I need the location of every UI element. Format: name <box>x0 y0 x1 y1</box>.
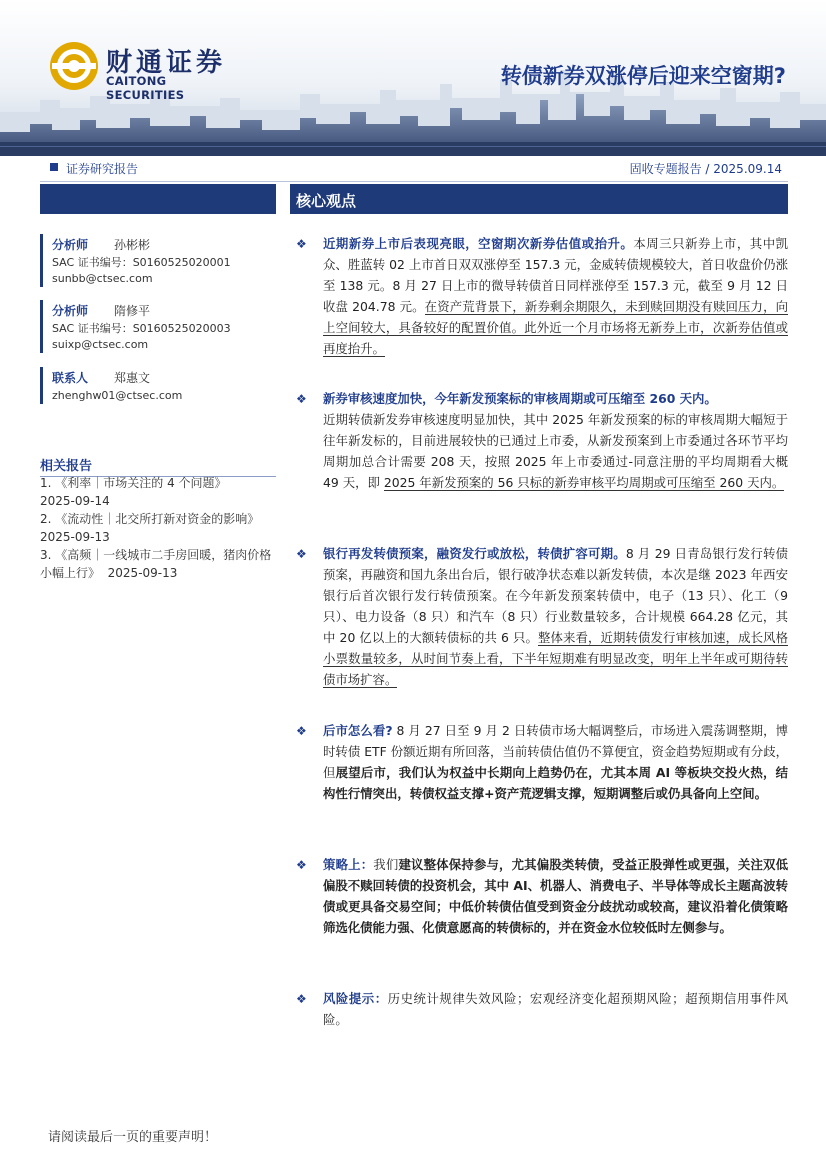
core-views-bar <box>290 184 788 214</box>
analyst-sac: SAC 证书编号：S0160525020003 <box>52 322 231 335</box>
related-reports-title: 相关报告 <box>40 455 276 477</box>
section-bank-issuance <box>296 543 788 690</box>
contact-role: 联系人 <box>52 371 89 385</box>
contact-card <box>40 367 288 404</box>
related-report-date: 2025-09-14 <box>40 494 110 508</box>
left-header-bar <box>40 184 276 214</box>
logo-chinese-name: 财通证券 <box>106 48 227 78</box>
related-report-item[interactable] <box>40 510 280 546</box>
related-reports-list <box>40 474 280 582</box>
contact-email[interactable]: zhenghw01@ctsec.com <box>52 389 183 402</box>
section-heading: 后市怎么看? <box>323 723 393 738</box>
section-heading: 策略上： <box>323 857 374 872</box>
section-new-bonds <box>296 233 788 359</box>
diamond-bullet-icon: ❖ <box>296 992 307 1006</box>
analyst-email[interactable]: sunbb@ctsec.com <box>52 272 153 285</box>
logo-emblem-icon <box>48 40 100 92</box>
related-report-text: 3. 《高频｜一线城市二手房回暖，猪肉价格小幅上行》 <box>40 548 272 580</box>
analyst-email[interactable]: suixp@ctsec.com <box>52 338 149 351</box>
related-report-item[interactable] <box>40 546 280 582</box>
contact-name: 郑惠文 <box>114 371 151 385</box>
related-report-item[interactable] <box>40 474 280 510</box>
diamond-bullet-icon: ❖ <box>296 237 307 251</box>
diamond-bullet-icon: ❖ <box>296 858 307 872</box>
report-title: 转债新券双涨停后迎来空窗期? <box>500 64 786 88</box>
subheader <box>40 155 788 182</box>
section-strategy <box>296 854 788 938</box>
section-review-speed <box>296 388 788 493</box>
doc-type-label: 证券研究报告 <box>66 162 139 176</box>
analyst-name: 孙彬彬 <box>114 238 151 252</box>
related-report-date: 2025-09-13 <box>40 530 110 544</box>
section-text: 我们 <box>373 857 399 872</box>
analyst-sac: SAC 证书编号：S0160525020001 <box>52 256 231 269</box>
analyst-role: 分析师 <box>52 304 89 318</box>
analyst-role: 分析师 <box>52 238 89 252</box>
section-outlook <box>296 720 788 804</box>
section-text: 本周三只新券上市，其中凯众、胜蓝转 02 上市首日双双涨停至 157.3 元，金威转债规模较大，首日收盘价仍涨至 138 元。8 月 27 日上市的微导转债首日同样涨停至 157.3 元，截至 9 月 12 日收盘 204.78 元。 <box>323 236 789 314</box>
square-bullet-icon <box>50 163 58 171</box>
section-risk <box>296 988 788 1030</box>
related-report-text: 1. 《利率｜市场关注的 4 个问题》 <box>40 476 227 490</box>
analyst-card <box>40 234 288 287</box>
related-report-text: 2. 《流动性｜北交所打新对资金的影响》 <box>40 512 260 526</box>
section-underlined-text: 整体来看，近期转债发行审核加速，成长风格小票数量较多，从时间节奏上看，下半年短期难有明显改变，明年上半年或可期待转债市场扩容。 <box>323 630 789 687</box>
section-underlined-text: 在资产荒背景下，新券剩余期限久，未到赎回期没有赎回压力，向上空间较大，具备较好的配置价值。此外近一个月市场将无新券上市，次新券估值或再度抬升。 <box>323 299 788 356</box>
logo-english-name: CAITONG SECURITIES <box>106 74 185 102</box>
section-heading: 新券审核速度加快，今年新发预案标的审核周期或可压缩至 260 天内。 <box>323 391 717 406</box>
section-underlined-text: 2025 年新发预案的 56 只标的新券审核平均周期或可压缩至 260 天内。 <box>383 475 785 490</box>
section-text: 近期转债新发券审核速度明显加快，其中 2025 年新发预案的标的审核周期大幅短于往年新发标的，目前进展较快的已通过上市委，从新发预案到上市委通过各环节平均周期加总合计需要 208 天，按照 2025 年上市委通过-同意注册的平均周期看大概 49 天，即 <box>323 412 788 490</box>
section-heading: 近期新券上市后表现亮眼，空窗期次新券估值或抬升。 <box>323 236 634 251</box>
report-info: 固收专题报告 / 2025.09.14 <box>629 162 782 176</box>
diamond-bullet-icon: ❖ <box>296 392 307 406</box>
footer-disclaimer: 请阅读最后一页的重要声明！ <box>48 1130 218 1145</box>
section-text: 历史统计规律失效风险；宏观经济变化超预期风险；超预期信用事件风险。 <box>323 991 789 1027</box>
analyst-name: 隋修平 <box>114 304 151 318</box>
diamond-bullet-icon: ❖ <box>296 547 307 561</box>
company-logo <box>48 38 248 102</box>
section-text: 8 月 27 日至 9 月 2 日转债市场大幅调整后，市场进入震荡调整期，博时转债 ETF 份额近期有所回落，当前转债估值仍不算便宜，资金趋势短期或有分歧，但 <box>323 723 788 780</box>
diamond-bullet-icon: ❖ <box>296 724 307 738</box>
section-bold-text: 建议整体保持参与，尤其偏股类转债，受益正股弹性或更强，关注双低偏股不赎回转债的投资机会，其中 AI、机器人、消费电子、半导体等成长主题高波转债或更具备交易空间；中低价转债估值受到资金分歧扰动或较高，建议沿着化债策略筛选化债能力强、化债意愿高的转债标的，并在资金水位较低时左侧参与。 <box>323 857 789 935</box>
related-report-date: 2025-09-13 <box>107 566 178 580</box>
section-bold-text: 展望后市，我们认为权益中长期向上趋势仍在，尤其本周 AI 等板块交投火热，结构性行情突出，转债权益支撑+资产荒逻辑支撑，短期调整后或仍具备向上空间。 <box>323 765 789 801</box>
core-views-title: 核心观点 <box>296 192 357 210</box>
analyst-card <box>40 300 288 353</box>
section-text: 8 月 29 日青岛银行发行转债预案，再融资和国九条出台后，银行破净状态难以新发转债，本次是继 2023 年西安银行后首次银行发行转债预案。在今年新发预案转债中，电子（13 只）、化工（9 只）、电力设备（8 只）和汽车（8 只）行业数量较多，合计规模 664.28 亿元，其中 20 亿以上的大额转债标的共 6 只。 <box>323 546 788 645</box>
section-heading: 风险提示： <box>323 991 388 1006</box>
section-heading: 银行再发转债预案，融资发行或放松，转债扩容可期。 <box>323 546 626 561</box>
